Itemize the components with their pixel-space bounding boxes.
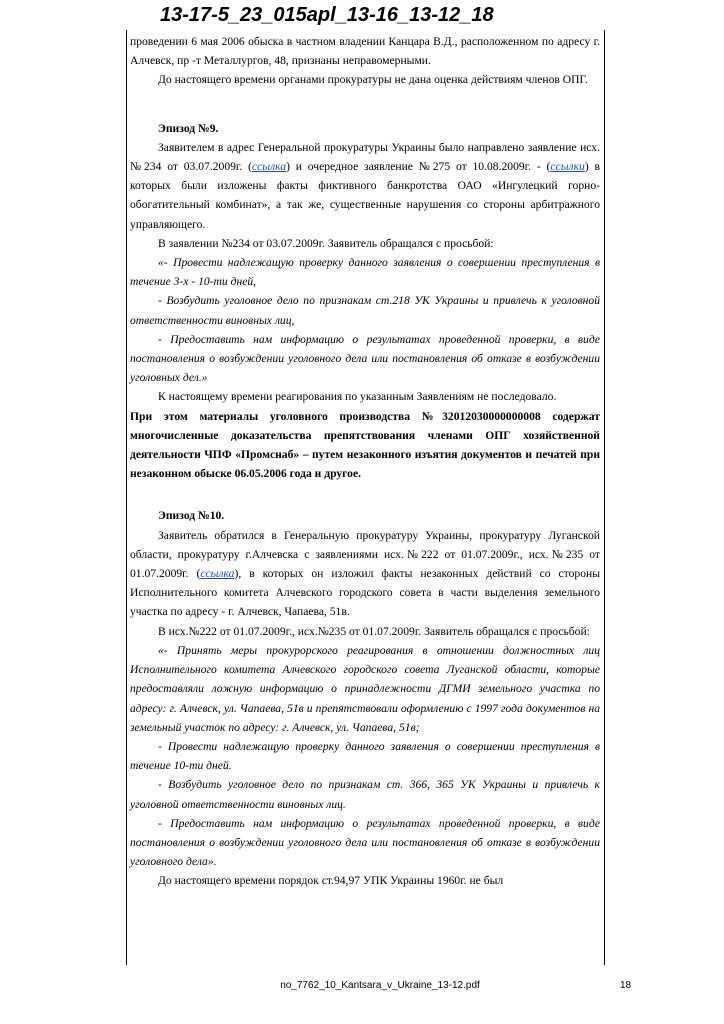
- quote-item: «- Принять меры прокурорского реагирования в отношении должностных лиц Исполнительного комитета Алчевского городского совета Луганской области, которые предоставляли ложную информацию о принадлежности ДГМИ земельного участка по адресу: г. Алчевск, ул. Чапаева, 51в и препятствовали оформлению с 1997 года документов на земельный участок по адресу: г. Алчевск, ул. Чапаева, 51в;: [130, 643, 600, 734]
- paragraph: Заявителем в адрес Генеральной прокуратуры Украины было направлено заявление исх.№234 от 03.07.2009г. (ссылка) и очередное заявление №275 от 10.08.2009г. - (ссылки) в которых были изложены факты фиктивного банкротства ОАО «Ингулецкий горно-обогатительный комбинат», а так же, существенные нарушения со стороны арбитражного управляющего.: [130, 140, 600, 231]
- reference-link[interactable]: ссылки: [550, 160, 585, 174]
- episode-9-heading: Эпизод №9.: [158, 121, 219, 135]
- paragraph: Заявитель обратился в Генеральную прокуратуру Украины, прокуратуру Луганской области, прокуратуру г.Алчевска с заявлениями исх.№222 от 01.07.2009г., исх.№235 от 01.07.2009г. (ссылка), в которых он изложил факты незаконных действий со стороны Исполнительного комитета Алчевского городского совета в части выделения земельного участка по адресу - г. Алчевск, Чапаева, 51в.: [130, 528, 600, 619]
- paragraph: К настоящему времени реагирования по указанным Заявлениям не последовало.: [158, 390, 557, 404]
- quote-item: - Предоставить нам информацию о результатах проведенной проверки, в виде постановления о возбуждении уголовного дела или постановления об отказе в возбуждении уголовных дел.»: [130, 332, 600, 385]
- bold-paragraph: При этом материалы уголовного производства №32012030000000008 содержат многочисленные доказательства препятствования членами ОПГ хозяйственной деятельности ЧПФ «Промснаб» – путем незаконного изъятия документов и печатей при незаконном обыске 06.05.2006 года и другое.: [130, 409, 600, 481]
- footer-page-number: 18: [620, 980, 632, 991]
- reference-link[interactable]: ссылка: [251, 160, 287, 174]
- paragraph: В заявлении №234 от 03.07.2009г. Заявитель обращался с просьбой:: [158, 236, 494, 250]
- paragraph: проведении 6 мая 2006 обыска в частном владении Канцара В.Д., расположенном по адресу г. Алчевск, пр -т Металлургов, 48, признаны неправомерными.: [130, 35, 600, 68]
- reference-link[interactable]: ссылка: [200, 567, 235, 581]
- paragraph: До настоящего времени порядок ст.94,97 УПК Украины 1960г. не был: [158, 874, 504, 888]
- quote-item: - Возбудить уголовное дело по признакам ст.218 УК Украины и привлечь к уголовной ответственности виновных лиц,: [130, 294, 600, 327]
- quote-item: - Предоставить нам информацию о результатах проведенной проверки, в виде постановления о возбуждении уголовного дела или постановления об отказе в возбуждении уголовного дела».: [130, 816, 600, 869]
- quote-item: - Провести надлежащую проверку данного заявления о совершении преступления в течение 10-ти дней.: [130, 739, 600, 773]
- document-body: [130, 32, 600, 891]
- quote-item: - Возбудить уголовное дело по признакам ст. 366, 365 УК Украины и привлечь к уголовной ответственности виновных лиц.: [130, 778, 600, 811]
- paragraph: В исх.№222 от 01.07.2009г., исх.№235 от 01.07.2009г. Заявитель обращался с просьбой:: [158, 624, 590, 638]
- episode-10-heading: Эпизод №10.: [158, 509, 225, 523]
- left-margin-rule: [126, 30, 127, 965]
- paragraph: До настоящего времени органами прокуратуры не дана оценка действиям членов ОПГ.: [158, 73, 588, 87]
- footer-filename: no_7762_10_Kantsara_v_Ukraine_13-12.pdf: [280, 980, 480, 991]
- right-margin-rule: [604, 30, 605, 965]
- quote-item: «- Провести надлежащую проверку данного заявления о совершении преступления в течение 3-х - 10-ти дней,: [130, 256, 600, 289]
- document-header-title: 13-17-5_23_015apl_13-16_13-12_18: [160, 4, 494, 26]
